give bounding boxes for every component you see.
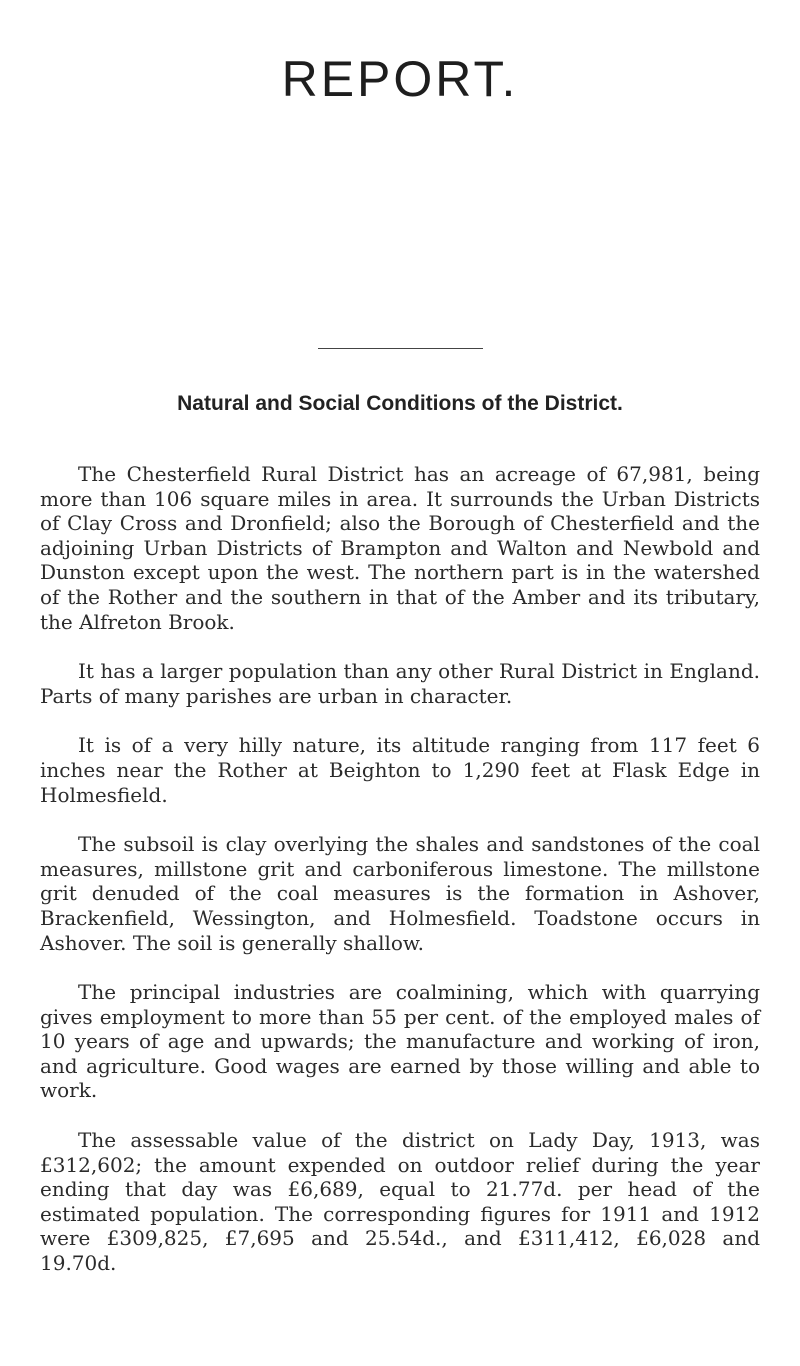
section-heading: Natural and Social Conditions of the District. [177,392,623,415]
paragraph-altitude: It is of a very hilly nature, its altitude ranging from 117 feet 6 inches near the Rother at Beighton to 1,290 feet at Flask Edge in Holmesfield. [40,733,760,807]
paragraph-district-area: The Chesterfield Rural District has an acreage of 67,981, being more than 106 square miles in area. It surrounds the Urban Districts of Clay Cross and Dronfield; also the Borough of Chesterfield and the adjoining Urban Districts of Brampton and Walton and Newbold and Dunston except upon the west. The northern part is in the watershed of the Rother and the southern in that of the Amber and its tributary, the Alfreton Brook. [40,462,760,634]
paragraph-assessable-value: The assessable value of the district on Lady Day, 1913, was £312,602; the amount expended on outdoor relief during the year ending that day was £6,689, equal to 21.77d. per head of the estimated population. The corresponding figures for 1911 and 1912 were £309,825, £7,695 and 25.54d., and £311,412, £6,028 and 19.70d. [40,1128,760,1276]
title-divider [318,348,483,349]
paragraph-geology: The subsoil is clay overlying the shales and sandstones of the coal measures, millstone grit and carboniferous limestone. The millstone grit denuded of the coal measures is the formation in Ashover, Brackenfield, Wessington, and Holmesfield. Toadstone occurs in Ashover. The soil is generally shallow. [40,832,760,955]
report-body [40,462,760,1301]
paragraph-industries: The principal industries are coalmining, which with quarrying gives employment to more than 55 per cent. of the employed males of 10 years of age and upwards; the manufacture and working of iron, and agriculture. Good wages are earned by those willing and able to work. [40,980,760,1103]
paragraph-population: It has a larger population than any other Rural District in England. Parts of many parishes are urban in character. [40,659,760,708]
report-title: REPORT. [281,51,519,107]
